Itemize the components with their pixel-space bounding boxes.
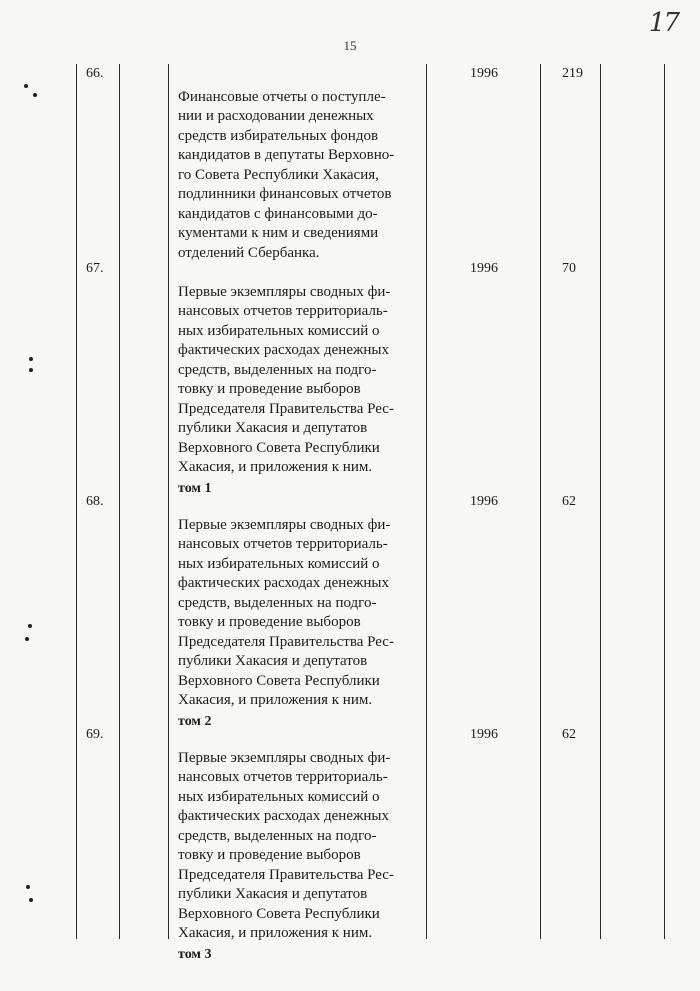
table-rule [540,64,541,939]
document-title [178,729,422,984]
binding-mark [29,368,33,372]
title-text: Первые экземпляры сводных фи- нансовых отчетов территориаль- ных избирательных комиссий о фактических расходах денежных средств, выделенных на подго- товку и проведение выборов Председателя Правительства Рес- публики Хакасия и депутатов Верховного Совета Республики Хакасия, и приложения к ним. [178,283,394,475]
document-title [178,496,422,751]
page-number: 15 [343,38,357,53]
title-text: Финансовые отчеты о поступле- нии и расходовании денежных средств избирательных фондов кандидатов в депутаты Верховно- го Совета Республики Хакасия, подлинники финансовых отчетов кандидатов с финансовыми до- кументами к ним и сведениями отделений Сбербанка. [178,88,395,261]
title-text: Первые экземпляры сводных фи- нансовых отчетов территориаль- ных избирательных комиссий о фактических расходах денежных средств, выделенных на подго- товку и проведение выборов Председателя Правительства Рес- публики Хакасия и депутатов Верховного Совета Республики Хакасия, и приложения к ним. [178,516,394,708]
year: 1996 [470,261,498,276]
binding-mark [24,84,28,88]
binding-mark [26,885,30,889]
volume-label: том 3 [178,946,212,962]
volume-label: том 1 [178,480,212,496]
table-rule [76,64,77,939]
sheet-count: 219 [562,66,583,81]
table-rule [168,64,169,939]
binding-mark [33,93,37,97]
sheet-count: 70 [562,261,576,276]
binding-mark [25,637,29,641]
row-number: 67. [86,261,104,276]
table-rule [600,64,601,939]
year: 1996 [470,727,498,742]
row-number: 69. [86,727,104,742]
binding-mark [28,624,32,628]
title-text: Первые экземпляры сводных фи- нансовых отчетов территориаль- ных избирательных комиссий о фактических расходах денежных средств, выделенных на подго- товку и проведение выборов Председателя Правительства Рес- публики Хакасия и депутатов Верховного Совета Республики Хакасия, и приложения к ним. [178,749,394,941]
table-rule [664,64,665,939]
row-number: 68. [86,494,104,509]
year: 1996 [470,66,498,81]
binding-mark [29,357,33,361]
document-title [178,68,422,263]
sheet-count: 62 [562,494,576,509]
volume-label: том 2 [178,713,212,729]
sheet-count: 62 [562,727,576,742]
row-number: 66. [86,66,104,81]
folio-number: 17 [648,8,678,38]
table-rule [119,64,120,939]
table-rule [426,64,427,939]
document-title [178,263,422,518]
year: 1996 [470,494,498,509]
binding-mark [29,898,33,902]
